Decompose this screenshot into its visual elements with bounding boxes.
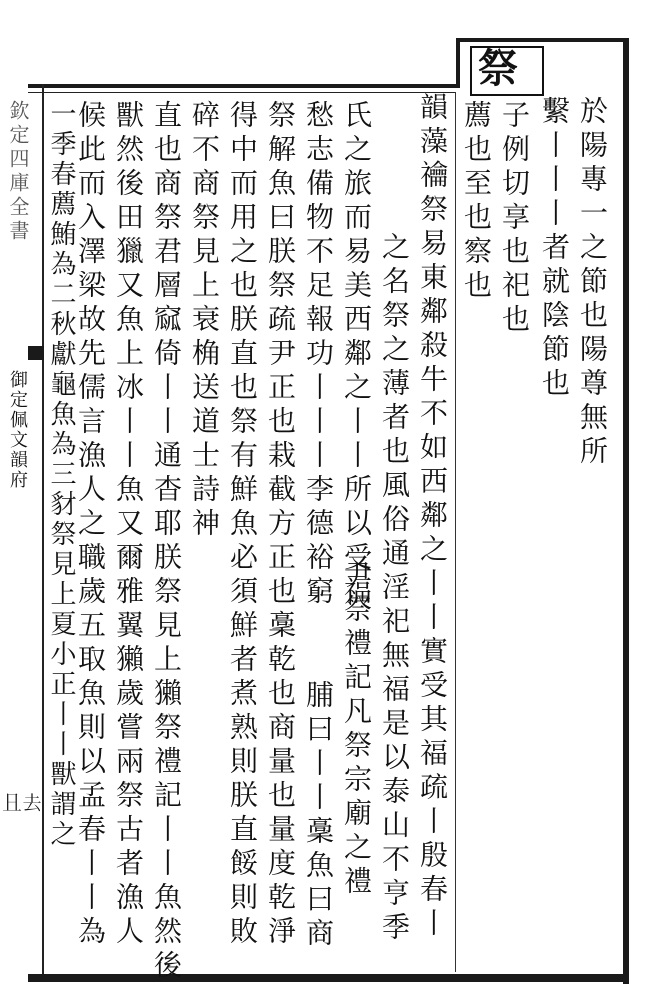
margin-rule bbox=[42, 84, 44, 974]
frame-top-border bbox=[28, 84, 458, 88]
margin-top-text: 欽定四庫全書 bbox=[6, 100, 30, 244]
text-column-12: 直也商祭君層窳倚丨丨通杳耶朕祭見上獺祭禮記丨丨魚然後 bbox=[150, 100, 183, 984]
text-column-11: 碎不商祭見上衰桷送道士詩神 bbox=[188, 100, 221, 542]
frame-top-border-right bbox=[458, 38, 629, 42]
text-column-15: 一季春薦鮪為二秋獻龜魚為三豺祭見上夏小正丨丨獸謂之 bbox=[46, 100, 76, 850]
text-column-3: 子例切享也祀也 bbox=[498, 100, 531, 338]
column-rule bbox=[455, 92, 456, 972]
text-column-8: 愁志備物不足報功丨丨丨李德裕窮 bbox=[302, 100, 335, 610]
margin-fishtail bbox=[28, 346, 44, 360]
page-number: 𠀇去 bbox=[2, 791, 42, 815]
text-column-7: 氏之旅而易美西鄰之丨丨所以受福 bbox=[340, 100, 373, 610]
text-column-14: 候此而入澤梁故先儒言漁人之職歲五取魚則以孟春丨丨為 bbox=[74, 100, 107, 950]
text-column-2: 繫丨丨丨者就陰節也 bbox=[538, 96, 571, 402]
text-column-1: 於陽專一之節也陽尊無所 bbox=[576, 96, 609, 470]
margin-book-title: 御定佩文韻府 bbox=[7, 370, 28, 490]
text-column-7b: 尹祭禮記凡祭宗廟之禮 bbox=[340, 560, 373, 900]
frame-bottom-border bbox=[28, 974, 629, 982]
entry-head-char: 祭 bbox=[478, 45, 518, 92]
frame-inner-top bbox=[28, 92, 456, 93]
text-column-6: 之名祭之薄者也風俗通淫祀無福是以泰山不亨季 bbox=[378, 232, 411, 946]
text-column-8b: 脯曰丨丨稾魚曰商 bbox=[302, 680, 335, 952]
frame-step bbox=[456, 38, 460, 88]
frame-right-border bbox=[623, 38, 629, 984]
text-column-9: 祭解魚曰朕祭疏尹正也栽截方正也稾乾也商量也量度乾淨 bbox=[264, 100, 297, 950]
text-column-10: 得中而用之也朕直也祭有鮮魚必須鮮者煮熟則朕直餒則敗 bbox=[226, 100, 259, 950]
text-column-5: 韻藻禴祭易東鄰殺牛不如西鄰之丨丨實受其福疏丨殷春丨 bbox=[416, 92, 449, 942]
text-column-4: 薦也至也察也 bbox=[460, 100, 493, 304]
text-column-13: 獸然後田獵又魚上冰丨丨魚又爾雅翼獺歲嘗兩祭古者漁人 bbox=[112, 100, 145, 950]
